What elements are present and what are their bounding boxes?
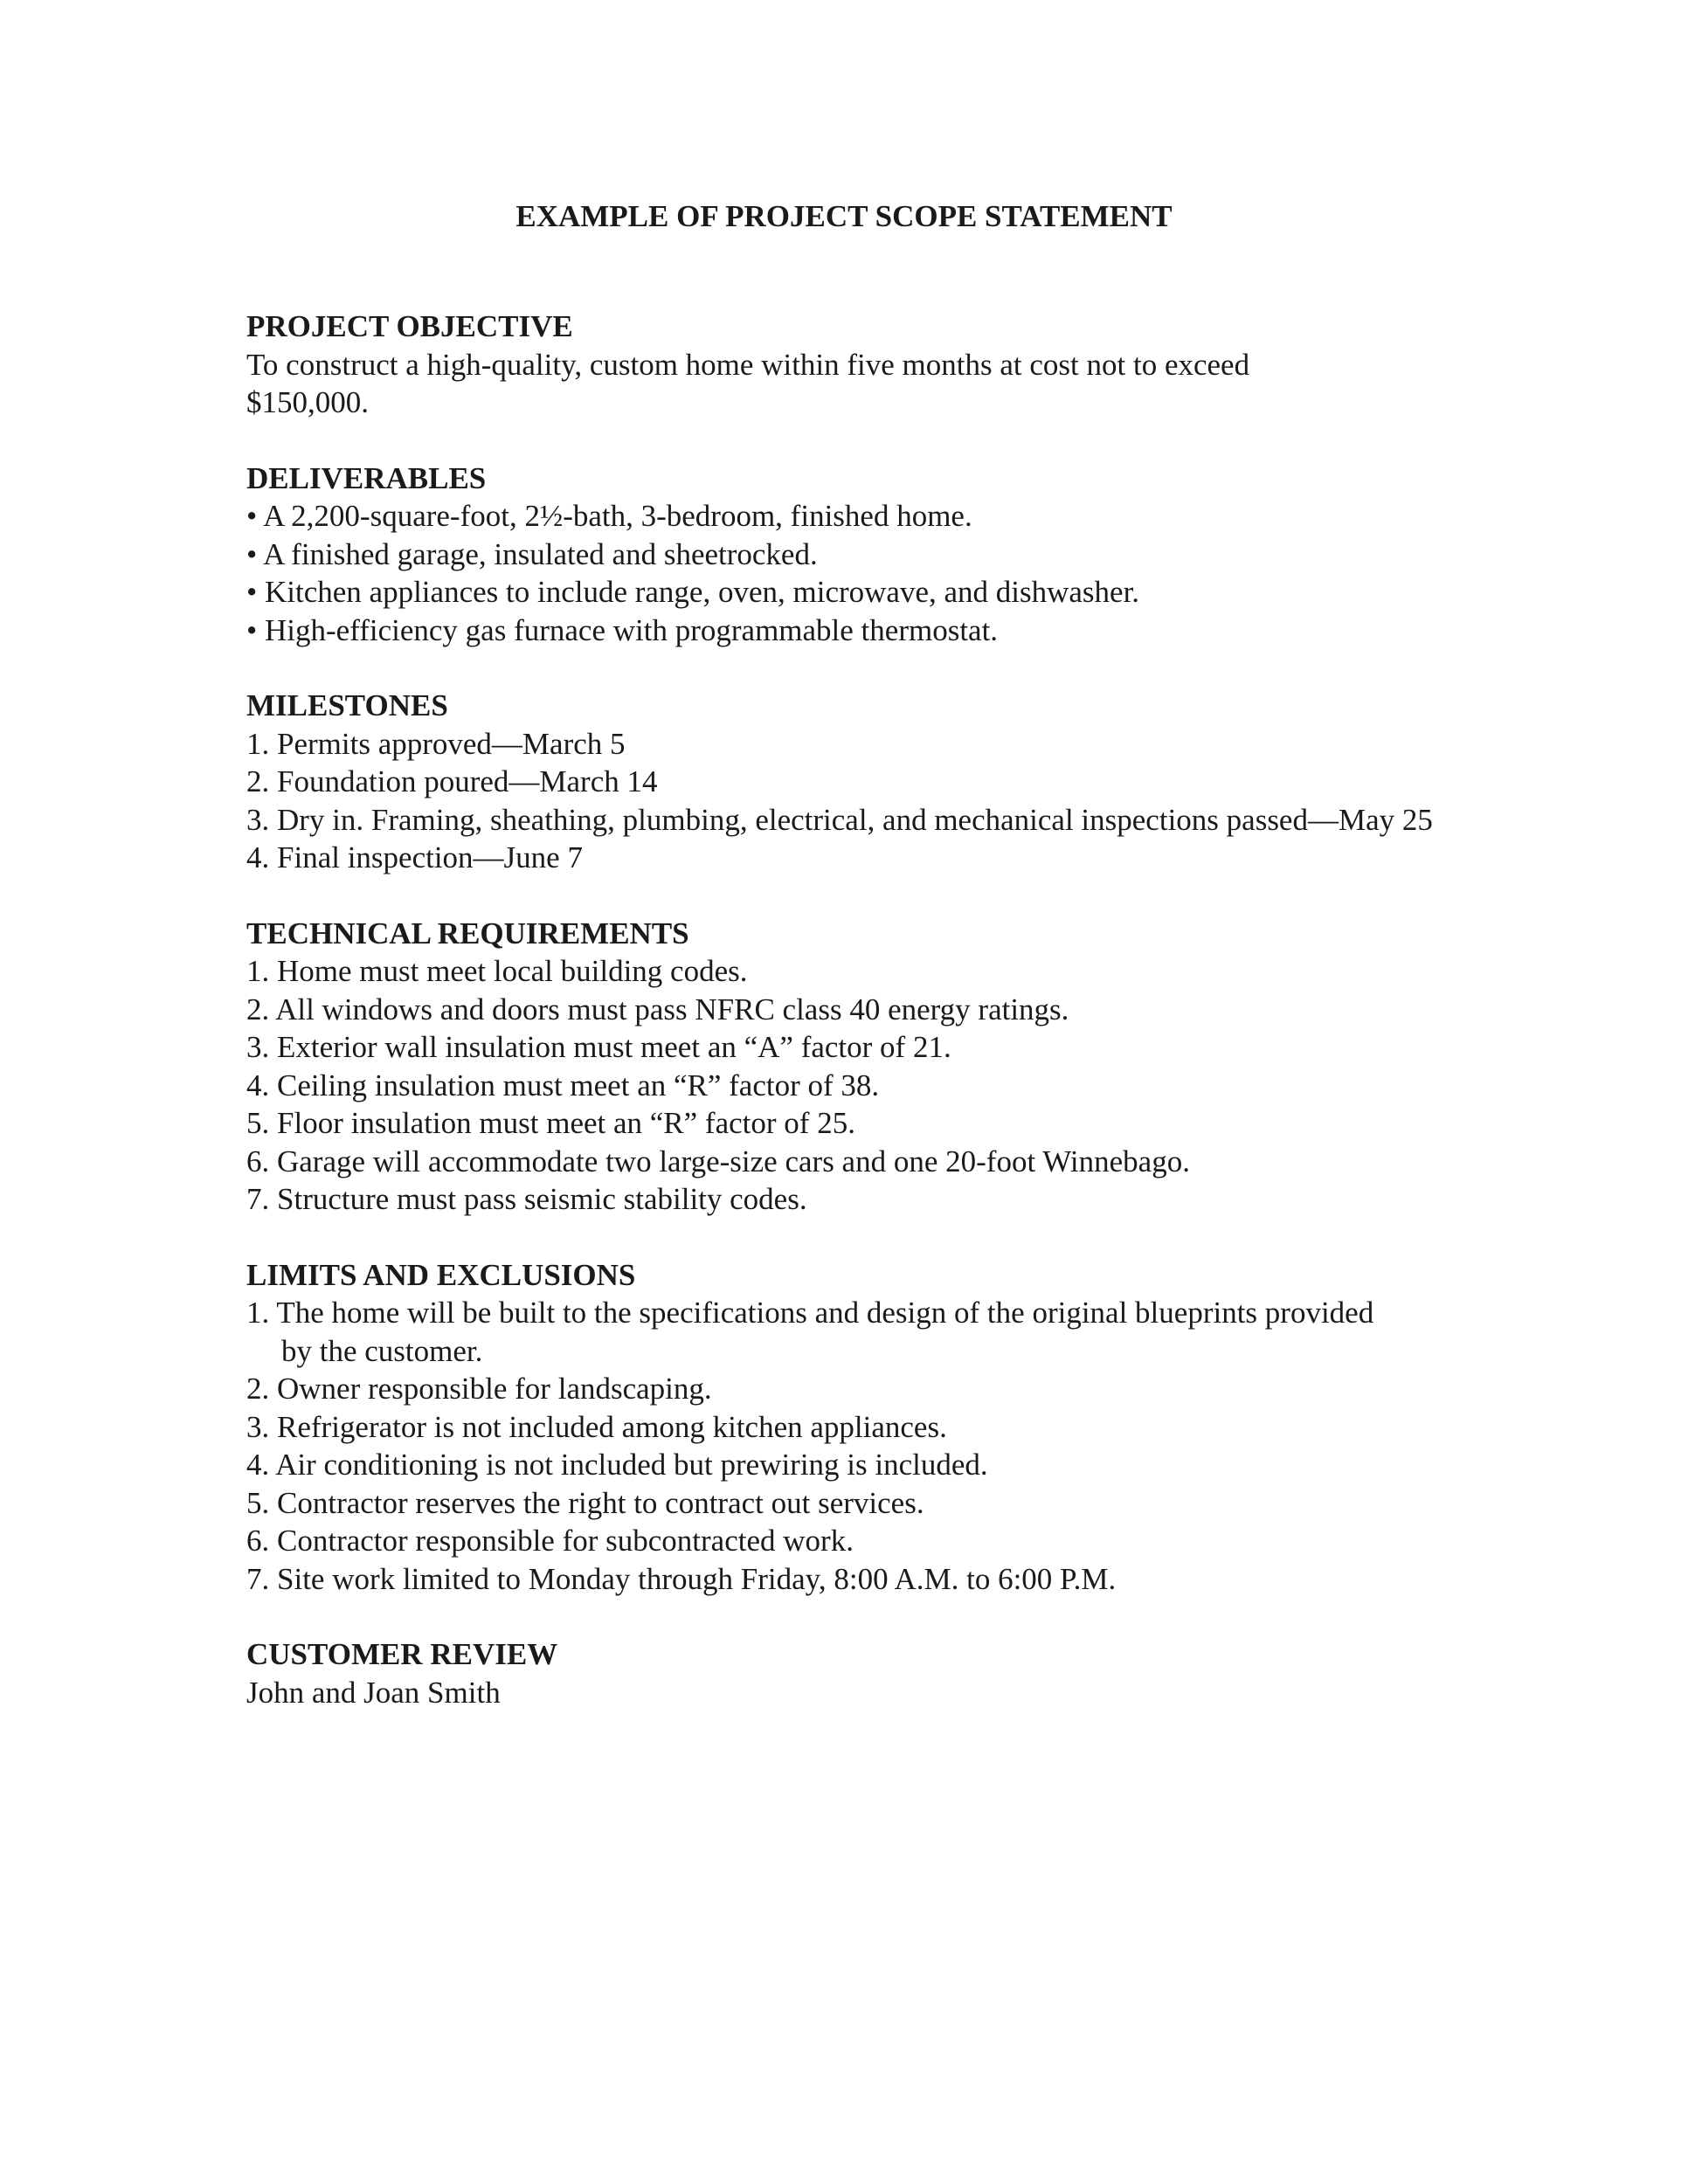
item-text: Floor insulation must meet an “R” factor of 25.: [277, 1106, 855, 1140]
milestones-list: [246, 725, 1522, 877]
deliverable-item: • A finished garage, insulated and sheetrocked.: [246, 536, 818, 571]
limit-item: [246, 1408, 1522, 1447]
milestone-item: [246, 801, 1478, 840]
item-number: 6.: [246, 1524, 270, 1558]
requirement-item: [246, 1180, 1522, 1219]
milestone-item: [246, 725, 1522, 764]
item-number: 3.: [246, 1409, 270, 1444]
limit-item: [246, 1294, 1382, 1370]
item-number: 3.: [246, 1030, 270, 1064]
milestone-item: [246, 839, 1522, 877]
item-text: Refrigerator is not included among kitchen appliances.: [277, 1409, 947, 1444]
item-number: 5.: [246, 1485, 270, 1520]
item-number: 2.: [246, 764, 270, 798]
limit-item: [246, 1446, 1522, 1484]
limits-list: [246, 1294, 1522, 1598]
section-limits-and-exclusions: [246, 1256, 1522, 1599]
item-text: Dry in. Framing, sheathing, plumbing, electrical, and mechanical inspections passed—May 25: [277, 802, 1433, 837]
customer-names: John and Joan Smith: [246, 1675, 501, 1710]
item-number: 1.: [246, 726, 270, 761]
item-text: Contractor responsible for subcontracted work.: [277, 1524, 854, 1558]
section-heading: LIMITS AND EXCLUSIONS: [246, 1257, 636, 1292]
limit-item: [246, 1370, 1522, 1408]
requirement-item: [246, 952, 1522, 991]
item-number: 4.: [246, 840, 270, 874]
technical-list: [246, 952, 1522, 1219]
item-text: The home will be built to the specifications and design of the original blueprints provided by the customer.: [276, 1296, 1374, 1368]
deliverable-item: • Kitchen appliances to include range, oven, microwave, and dishwasher.: [246, 575, 1140, 609]
item-text: Site work limited to Monday through Friday, 8:00 A.M. to 6:00 P.M.: [277, 1561, 1117, 1596]
section-milestones: [246, 687, 1522, 877]
limit-item: [246, 1560, 1522, 1599]
document-title: EXAMPLE OF PROJECT SCOPE STATEMENT: [515, 199, 1173, 233]
section-heading: CUSTOMER REVIEW: [246, 1637, 558, 1671]
requirement-item: [246, 1028, 1522, 1067]
deliverable-item: • High-efficiency gas furnace with programmable thermostat.: [246, 612, 999, 647]
requirement-item: [246, 1104, 1522, 1143]
item-number: 2.: [246, 992, 270, 1026]
objective-text: To construct a high-quality, custom home within five months at cost not to exceed $150,000.: [246, 347, 1250, 419]
item-number: 4.: [246, 1068, 270, 1102]
item-text: Contractor reserves the right to contract out services.: [277, 1485, 924, 1520]
requirement-item: [246, 991, 1522, 1029]
item-text: Permits approved—March 5: [277, 726, 626, 761]
section-heading: PROJECT OBJECTIVE: [246, 309, 573, 343]
item-number: 2.: [246, 1372, 270, 1406]
deliverable-item: • A 2,200-square-foot, 2½-bath, 3-bedroom, finished home.: [246, 499, 972, 533]
section-customer-review: [246, 1635, 1522, 1711]
deliverables-list: [246, 497, 1522, 649]
item-number: 3.: [246, 802, 270, 837]
item-number: 7.: [246, 1561, 270, 1596]
item-text: Ceiling insulation must meet an “R” factor of 38.: [277, 1068, 880, 1102]
item-number: 4.: [246, 1448, 270, 1482]
section-heading: MILESTONES: [246, 688, 448, 722]
item-number: 7.: [246, 1182, 270, 1216]
item-text: Home must meet local building codes.: [277, 954, 748, 988]
item-text: Foundation poured—March 14: [277, 764, 658, 798]
item-text: Structure must pass seismic stability codes.: [277, 1182, 807, 1216]
requirement-item: [246, 1067, 1522, 1105]
limit-item: [246, 1484, 1522, 1523]
section-technical-requirements: [246, 915, 1522, 1219]
section-project-objective: [246, 308, 1522, 422]
limit-item: [246, 1522, 1522, 1560]
item-number: 1.: [246, 1296, 270, 1330]
item-text: Exterior wall insulation must meet an “A” factor of 21.: [277, 1030, 951, 1064]
item-text: Air conditioning is not included but prewiring is included.: [275, 1448, 988, 1482]
requirement-item: [246, 1143, 1522, 1181]
item-number: 5.: [246, 1106, 270, 1140]
item-number: 1.: [246, 954, 270, 988]
milestone-item: [246, 763, 1522, 801]
item-text: Final inspection—June 7: [277, 840, 583, 874]
document-body: [246, 308, 1522, 1749]
item-text: Owner responsible for landscaping.: [277, 1372, 712, 1406]
section-heading: DELIVERABLES: [246, 460, 487, 495]
section-deliverables: [246, 460, 1522, 650]
item-text: All windows and doors must pass NFRC class 40 energy ratings.: [275, 992, 1069, 1026]
item-text: Garage will accommodate two large-size cars and one 20-foot Winnebago.: [277, 1144, 1190, 1178]
section-heading: TECHNICAL REQUIREMENTS: [246, 916, 689, 950]
item-number: 6.: [246, 1144, 270, 1178]
